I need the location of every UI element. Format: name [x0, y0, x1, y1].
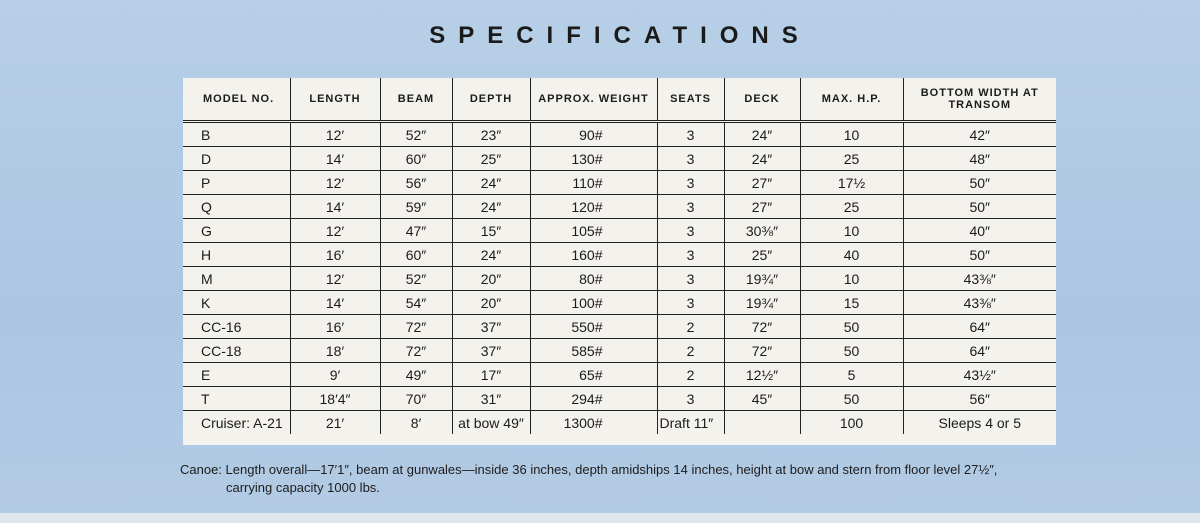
cell-depth: at bow 49″: [452, 411, 530, 435]
cell-model: T: [183, 387, 290, 411]
cell-depth: 15″: [452, 219, 530, 243]
cell-deck: 72″: [724, 339, 800, 363]
page-title: SPECIFICATIONS: [429, 22, 811, 49]
cell-deck: 72″: [724, 315, 800, 339]
specifications-table-container: [183, 78, 1056, 445]
header-weight: APPROX. WEIGHT: [530, 78, 657, 122]
cell-length: 12′: [290, 122, 380, 147]
cell-hp: 50: [800, 315, 903, 339]
cell-hp: 100: [800, 411, 903, 435]
cell-deck: 45″: [724, 387, 800, 411]
table-row: [183, 243, 1056, 267]
table-row: [183, 122, 1056, 147]
cell-model: E: [183, 363, 290, 387]
cell-model: K: [183, 291, 290, 315]
header-bottom-width: [903, 78, 1056, 122]
cell-bottom: 50″: [903, 195, 1056, 219]
cell-length: 14′: [290, 291, 380, 315]
cell-beam: 60″: [380, 243, 452, 267]
cell-length: 14′: [290, 195, 380, 219]
header-depth: DEPTH: [452, 78, 530, 122]
cell-seats: 2: [657, 363, 724, 387]
cell-beam: 56″: [380, 171, 452, 195]
table-row: [183, 291, 1056, 315]
cell-hp: 17½: [800, 171, 903, 195]
cell-depth: 37″: [452, 315, 530, 339]
specifications-table: [183, 78, 1056, 434]
cell-weight: 90#: [530, 122, 657, 147]
cell-depth: 24″: [452, 243, 530, 267]
cell-length: 18′4″: [290, 387, 380, 411]
cell-seats: 3: [657, 291, 724, 315]
cell-deck: 27″: [724, 171, 800, 195]
cell-seats: 2: [657, 315, 724, 339]
cell-bottom: 64″: [903, 339, 1056, 363]
cell-hp: 50: [800, 387, 903, 411]
table-body: [183, 122, 1056, 435]
table-row: [183, 147, 1056, 171]
cell-hp: 10: [800, 219, 903, 243]
cell-hp: 10: [800, 267, 903, 291]
cell-deck: 19¾″: [724, 267, 800, 291]
cell-weight: 120#: [530, 195, 657, 219]
cell-depth: 24″: [452, 195, 530, 219]
cell-depth: 23″: [452, 122, 530, 147]
header-length: LENGTH: [290, 78, 380, 122]
cell-bottom: 43⅜″: [903, 291, 1056, 315]
cell-bottom: 50″: [903, 243, 1056, 267]
cell-model: B: [183, 122, 290, 147]
cell-weight: 550#: [530, 315, 657, 339]
cell-length: 18′: [290, 339, 380, 363]
header-deck: DECK: [724, 78, 800, 122]
cell-beam: 72″: [380, 339, 452, 363]
cell-depth: 37″: [452, 339, 530, 363]
cell-weight: 294#: [530, 387, 657, 411]
table-row: [183, 171, 1056, 195]
cell-seats: 3: [657, 147, 724, 171]
cell-depth: 24″: [452, 171, 530, 195]
cell-bottom: 42″: [903, 122, 1056, 147]
header-model: MODEL NO.: [183, 78, 290, 122]
cell-hp: 25: [800, 195, 903, 219]
footnote-line1: Canoe: Length overall—17′1″, beam at gunwales—inside 36 inches, depth amidships 14 inches, height at bow and stern from floor level 27½″,: [180, 462, 998, 477]
cell-bottom: 43½″: [903, 363, 1056, 387]
canoe-footnote: [180, 461, 1060, 497]
cell-model: CC-18: [183, 339, 290, 363]
cell-length: 12′: [290, 219, 380, 243]
cell-model: G: [183, 219, 290, 243]
cell-seats: 3: [657, 387, 724, 411]
cell-length: 16′: [290, 315, 380, 339]
cell-length: 12′: [290, 171, 380, 195]
cell-beam: 52″: [380, 122, 452, 147]
cell-seats: 3: [657, 267, 724, 291]
cell-depth: 25″: [452, 147, 530, 171]
cell-model: M: [183, 267, 290, 291]
cell-hp: 50: [800, 339, 903, 363]
cell-model: P: [183, 171, 290, 195]
cell-bottom: 48″: [903, 147, 1056, 171]
cell-weight: 130#: [530, 147, 657, 171]
header-beam: BEAM: [380, 78, 452, 122]
cell-length: 9′: [290, 363, 380, 387]
table-row: [183, 267, 1056, 291]
cell-deck: 25″: [724, 243, 800, 267]
cell-depth: 31″: [452, 387, 530, 411]
cell-hp: 10: [800, 122, 903, 147]
cell-beam: 8′: [380, 411, 452, 435]
cell-model: Q: [183, 195, 290, 219]
table-row: [183, 387, 1056, 411]
cell-beam: 72″: [380, 315, 452, 339]
cell-beam: 70″: [380, 387, 452, 411]
header-seats: SEATS: [657, 78, 724, 122]
table-row: [183, 339, 1056, 363]
cell-length: 21′: [290, 411, 380, 435]
header-hp: MAX. H.P.: [800, 78, 903, 122]
cell-bottom: 50″: [903, 171, 1056, 195]
cell-hp: 25: [800, 147, 903, 171]
cell-length: 16′: [290, 243, 380, 267]
cell-beam: 49″: [380, 363, 452, 387]
cell-beam: 59″: [380, 195, 452, 219]
cell-bottom: 40″: [903, 219, 1056, 243]
footnote-line2: carrying capacity 1000 lbs.: [226, 480, 380, 495]
cell-weight: 65#: [530, 363, 657, 387]
header-bottom-line2: TRANSOM: [948, 99, 1012, 111]
table-row: [183, 219, 1056, 243]
table-header-row: [183, 78, 1056, 122]
cell-model: H: [183, 243, 290, 267]
cell-depth: 20″: [452, 291, 530, 315]
cell-length: 14′: [290, 147, 380, 171]
cell-weight: 160#: [530, 243, 657, 267]
cell-weight: 1300#: [530, 411, 657, 435]
cell-seats: Draft 11″: [657, 411, 724, 435]
cell-weight: 585#: [530, 339, 657, 363]
cell-model: CC-16: [183, 315, 290, 339]
cell-seats: 3: [657, 243, 724, 267]
page-bottom-edge: [0, 513, 1200, 523]
cell-seats: 3: [657, 219, 724, 243]
cell-deck: 24″: [724, 147, 800, 171]
cell-length: 12′: [290, 267, 380, 291]
cell-seats: 3: [657, 195, 724, 219]
cell-seats: 2: [657, 339, 724, 363]
header-bottom-line1: BOTTOM WIDTH AT: [920, 87, 1039, 99]
cell-weight: 105#: [530, 219, 657, 243]
cell-depth: 20″: [452, 267, 530, 291]
cell-seats: 3: [657, 171, 724, 195]
cell-bottom: 43⅜″: [903, 267, 1056, 291]
table-row: [183, 363, 1056, 387]
cell-model: Cruiser: A-21: [183, 411, 290, 435]
cell-deck: 27″: [724, 195, 800, 219]
table-row: [183, 315, 1056, 339]
cell-seats: 3: [657, 122, 724, 147]
cell-hp: 15: [800, 291, 903, 315]
cell-deck: 12½″: [724, 363, 800, 387]
cell-beam: 47″: [380, 219, 452, 243]
cell-deck: 24″: [724, 122, 800, 147]
cell-bottom: Sleeps 4 or 5: [938, 414, 1021, 431]
cell-hp: 5: [800, 363, 903, 387]
cell-model: D: [183, 147, 290, 171]
cell-deck: 30⅜″: [724, 219, 800, 243]
cell-deck: 19¾″: [724, 291, 800, 315]
table-row: [183, 411, 1056, 435]
cell-depth: 17″: [452, 363, 530, 387]
cell-bottom: 56″: [903, 387, 1056, 411]
cell-bottom: 64″: [903, 315, 1056, 339]
table-row: [183, 195, 1056, 219]
cell-weight: 80#: [530, 267, 657, 291]
cell-hp: 40: [800, 243, 903, 267]
cell-beam: 52″: [380, 267, 452, 291]
cell-beam: 60″: [380, 147, 452, 171]
cell-deck: [724, 411, 800, 435]
cell-weight: 100#: [530, 291, 657, 315]
cell-beam: 54″: [380, 291, 452, 315]
cell-weight: 110#: [530, 171, 657, 195]
